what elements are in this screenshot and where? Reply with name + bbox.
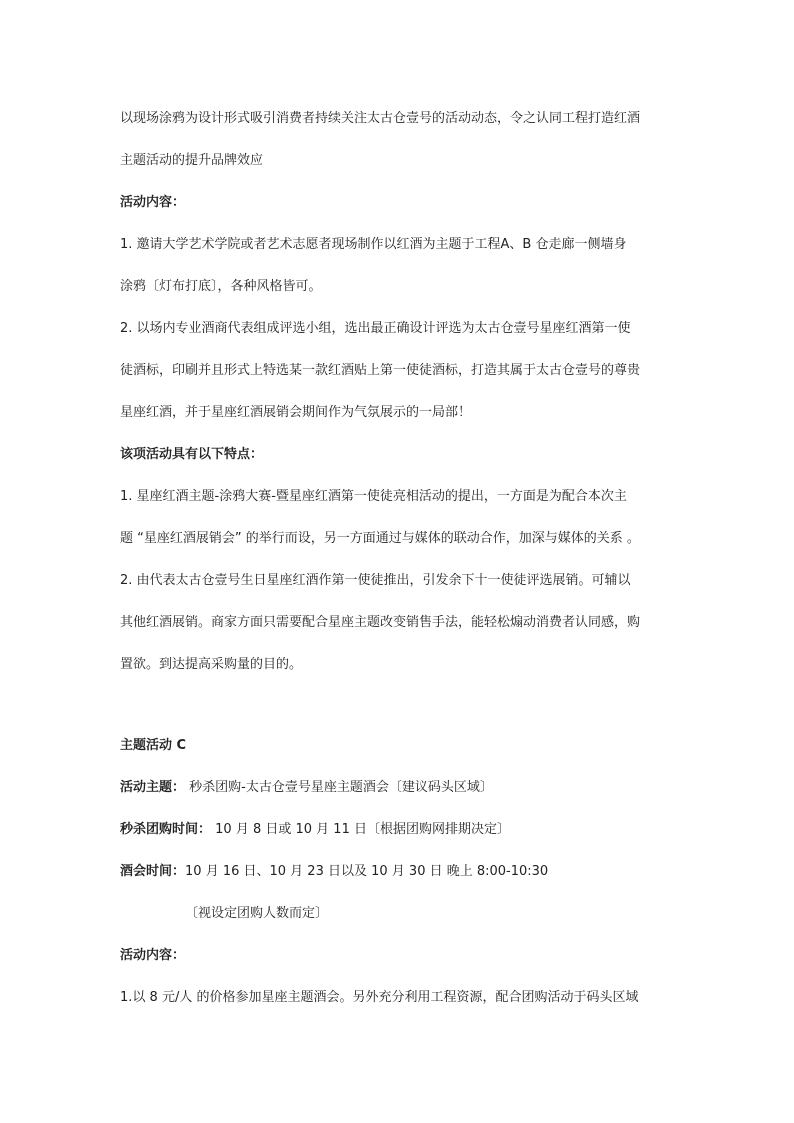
- field-label: 秒杀团购时间：: [120, 822, 212, 837]
- paragraph-line: 置欲。到达提高采购量的目的。: [120, 657, 303, 672]
- section-heading: 活动内容：: [120, 195, 186, 210]
- field-party-time: [120, 863, 548, 881]
- paragraph-line: 徒酒标，印刷并且形式上特选某一款红酒贴上第一使徒酒标，打造其属于太古仓壹号的尊贵: [120, 363, 641, 378]
- section-heading: 活动内容：: [120, 948, 186, 963]
- paragraph-line: 1. 星座红酒主题-涂鸦大赛-暨星座红酒第一使徒亮相活动的提出，一方面是为配合本次主: [120, 489, 627, 504]
- paragraph-line: 以现场涂鸦为设计形式吸引消费者持续关注太古仓壹号的活动动态，令之认同工程打造红酒: [120, 111, 641, 126]
- field-groupbuy-time: [120, 821, 510, 839]
- paragraph-line: 2. 由代表太古仓壹号生日星座红酒作第一使徒推出，引发余下十一使徒评选展销。可辅以: [120, 573, 631, 588]
- section-title-c: 主题活动 C: [120, 738, 187, 753]
- paragraph-line: 2. 以场内专业酒商代表组成评选小组，选出最正确设计评选为太古仓壹号星座红酒第一使: [120, 321, 631, 336]
- party-note: 〔视设定团购人数而定〕: [185, 906, 329, 921]
- section-heading: 该项活动具有以下特点：: [120, 447, 264, 462]
- paragraph-line: 星座红酒，并于星座红酒展销会期间作为气氛展示的一局部！: [120, 405, 472, 420]
- paragraph-line: 1.以 8 元/人 的价格参加星座主题酒会。另外充分利用工程资源，配合团购活动于码头区域: [120, 990, 639, 1005]
- field-label: 酒会时间：: [120, 864, 186, 879]
- paragraph-line: 涂鸦〔灯布打底〕，各种风格皆可。: [120, 279, 322, 294]
- field-value: 10 月 8 日或 10 月 11 日〔根据团购网排期决定〕: [215, 822, 510, 837]
- field-value: 10 月 16 日、10 月 23 日以及 10 月 30 日 晚上 8:00-10:30: [185, 864, 549, 879]
- field-label: 活动主题：: [120, 780, 186, 795]
- field-theme: [120, 779, 493, 797]
- paragraph-line: 1. 邀请大学艺术学院或者艺术志愿者现场制作以红酒为主题于工程A、B 仓走廊一侧墙身: [120, 237, 627, 252]
- paragraph-line: 主题活动的提升品牌效应: [120, 153, 264, 168]
- field-value: 秒杀团购-太古仓壹号星座主题酒会〔建议码头区域〕: [189, 780, 493, 795]
- paragraph-line: 其他红酒展销。商家方面只需要配合星座主题改变销售手法，能轻松煽动消费者认同感，购: [120, 615, 641, 630]
- paragraph-line: 题 “星座红酒展销会” 的举行而设，另一方面通过与媒体的联动合作，加深与媒体的关系 。: [120, 531, 640, 546]
